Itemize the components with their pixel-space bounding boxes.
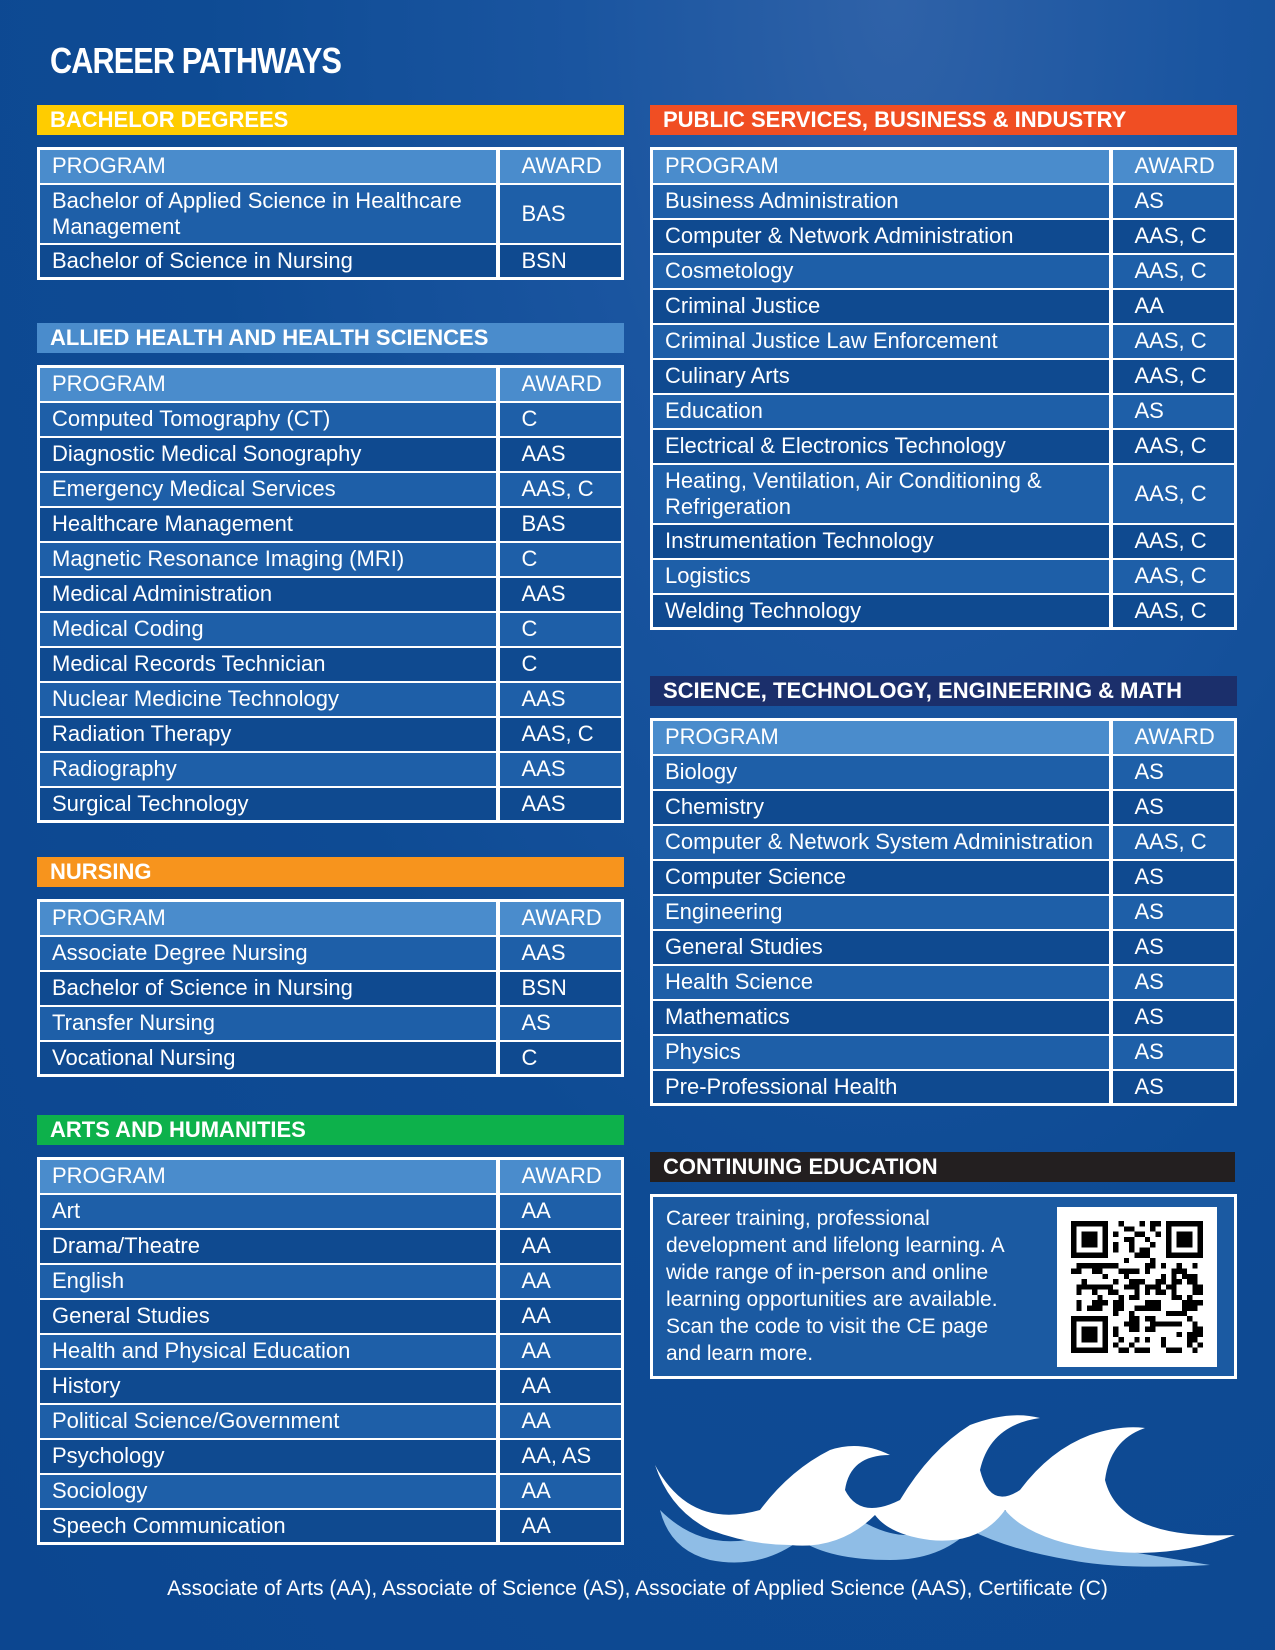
table-row: [39, 787, 623, 822]
award-code: BSN: [498, 244, 623, 279]
program-table: [37, 147, 624, 280]
award-code: AS: [1111, 860, 1236, 895]
program-name: Engineering: [652, 895, 1111, 930]
program-name: Transfer Nursing: [39, 1006, 498, 1041]
award-code: C: [498, 647, 623, 682]
award-code: AAS, C: [1111, 219, 1236, 254]
program-name: Pre-Professional Health: [652, 1070, 1111, 1105]
program-name: Radiation Therapy: [39, 717, 498, 752]
table-row: [652, 429, 1236, 464]
table-row: [39, 717, 623, 752]
award-code: AAS: [498, 682, 623, 717]
award-code: AAS, C: [498, 717, 623, 752]
award-code: AAS, C: [1111, 324, 1236, 359]
program-name: Radiography: [39, 752, 498, 787]
program-column-header: PROGRAM: [39, 1159, 498, 1194]
program-name: Vocational Nursing: [39, 1041, 498, 1076]
table-header: [652, 149, 1236, 184]
table-row: [39, 1006, 623, 1041]
award-column-header: AWARD: [498, 149, 623, 184]
program-name: Education: [652, 394, 1111, 429]
table-row: [39, 1264, 623, 1299]
award-code: AAS: [498, 936, 623, 971]
program-name: Medical Administration: [39, 577, 498, 612]
table-row: [652, 359, 1236, 394]
program-name: Bachelor of Applied Science in Healthcare Management: [39, 184, 498, 244]
table-row: [39, 1369, 623, 1404]
program-name: Art: [39, 1194, 498, 1229]
award-code: AS: [1111, 930, 1236, 965]
award-code: C: [498, 402, 623, 437]
program-name: Magnetic Resonance Imaging (MRI): [39, 542, 498, 577]
program-name: Bachelor of Science in Nursing: [39, 971, 498, 1006]
award-code: AS: [1111, 755, 1236, 790]
table-header: [39, 901, 623, 936]
table-row: [652, 324, 1236, 359]
program-name: Electrical & Electronics Technology: [652, 429, 1111, 464]
award-code: AS: [1111, 1070, 1236, 1105]
table-row: [39, 682, 623, 717]
award-code: AA: [498, 1229, 623, 1264]
program-name: Cosmetology: [652, 254, 1111, 289]
section-title: SCIENCE, TECHNOLOGY, ENGINEERING & MATH: [650, 676, 1237, 706]
table-row: [39, 612, 623, 647]
table-header: [39, 149, 623, 184]
table-row: [39, 402, 623, 437]
award-code: AAS: [498, 437, 623, 472]
table-row: [39, 971, 623, 1006]
table-row: [39, 244, 623, 279]
award-column-header: AWARD: [1111, 720, 1236, 755]
program-name: Biology: [652, 755, 1111, 790]
program-name: Health Science: [652, 965, 1111, 1000]
table-row: [39, 1474, 623, 1509]
table-row: [39, 1439, 623, 1474]
table-row: [652, 930, 1236, 965]
table-header: [652, 720, 1236, 755]
table-row: [652, 594, 1236, 629]
award-code: AA, AS: [498, 1439, 623, 1474]
table-row: [652, 394, 1236, 429]
table-row: [652, 1035, 1236, 1070]
table-row: [652, 219, 1236, 254]
table-row: [39, 507, 623, 542]
program-name: Mathematics: [652, 1000, 1111, 1035]
award-code: AA: [498, 1194, 623, 1229]
section-title: CONTINUING EDUCATION: [650, 1152, 1235, 1182]
award-code: AAS, C: [1111, 594, 1236, 629]
program-name: Instrumentation Technology: [652, 524, 1111, 559]
program-name: Medical Records Technician: [39, 647, 498, 682]
award-code: AS: [1111, 394, 1236, 429]
table-row: [652, 254, 1236, 289]
program-column-header: PROGRAM: [652, 149, 1111, 184]
table-row: [652, 464, 1236, 524]
award-code: AS: [1111, 965, 1236, 1000]
program-name: Bachelor of Science in Nursing: [39, 244, 498, 279]
program-name: Computer & Network System Administration: [652, 825, 1111, 860]
table-row: [39, 1194, 623, 1229]
program-table: [650, 147, 1237, 630]
table-row: [39, 184, 623, 244]
program-name: Culinary Arts: [652, 359, 1111, 394]
award-code: AA: [498, 1509, 623, 1544]
table-row: [652, 895, 1236, 930]
program-table: [37, 899, 624, 1077]
program-name: Surgical Technology: [39, 787, 498, 822]
table-row: [652, 860, 1236, 895]
award-code: C: [498, 542, 623, 577]
section-title: ALLIED HEALTH AND HEALTH SCIENCES: [37, 323, 624, 353]
program-name: Chemistry: [652, 790, 1111, 825]
qr-code[interactable]: [1057, 1207, 1217, 1367]
program-name: Emergency Medical Services: [39, 472, 498, 507]
award-code: AAS, C: [1111, 559, 1236, 594]
award-code: AA: [498, 1369, 623, 1404]
program-table: [650, 718, 1237, 1106]
award-column-header: AWARD: [498, 901, 623, 936]
award-code: AS: [1111, 790, 1236, 825]
award-code: AS: [1111, 184, 1236, 219]
award-code: AS: [498, 1006, 623, 1041]
program-name: Computed Tomography (CT): [39, 402, 498, 437]
table-row: [39, 437, 623, 472]
program-table: [37, 1157, 624, 1545]
program-name: Business Administration: [652, 184, 1111, 219]
award-column-header: AWARD: [498, 1159, 623, 1194]
program-name: Diagnostic Medical Sonography: [39, 437, 498, 472]
table-row: [39, 1404, 623, 1439]
table-row: [652, 559, 1236, 594]
program-name: Welding Technology: [652, 594, 1111, 629]
program-name: Healthcare Management: [39, 507, 498, 542]
table-header: [39, 367, 623, 402]
table-row: [39, 1229, 623, 1264]
section-title: PUBLIC SERVICES, BUSINESS & INDUSTRY: [650, 105, 1237, 135]
award-code: C: [498, 612, 623, 647]
award-code: C: [498, 1041, 623, 1076]
table-row: [39, 1041, 623, 1076]
program-name: Health and Physical Education: [39, 1334, 498, 1369]
program-name: Heating, Ventilation, Air Conditioning & Refrigeration: [652, 464, 1111, 524]
award-code: AS: [1111, 895, 1236, 930]
table-row: [39, 1334, 623, 1369]
program-column-header: PROGRAM: [39, 367, 498, 402]
award-code: AAS, C: [1111, 359, 1236, 394]
award-code: AS: [1111, 1035, 1236, 1070]
table-row: [652, 965, 1236, 1000]
award-code: AAS: [498, 577, 623, 612]
award-code: AAS, C: [1111, 464, 1236, 524]
program-name: Logistics: [652, 559, 1111, 594]
award-code: AAS, C: [1111, 254, 1236, 289]
table-row: [652, 755, 1236, 790]
program-name: English: [39, 1264, 498, 1299]
program-name: Associate Degree Nursing: [39, 936, 498, 971]
award-code: AAS, C: [1111, 524, 1236, 559]
table-header: [39, 1159, 623, 1194]
award-column-header: AWARD: [1111, 149, 1236, 184]
section-title: NURSING: [37, 857, 624, 887]
program-name: Physics: [652, 1035, 1111, 1070]
program-name: General Studies: [39, 1299, 498, 1334]
program-name: Psychology: [39, 1439, 498, 1474]
award-code: AA: [498, 1264, 623, 1299]
table-row: [39, 577, 623, 612]
program-name: Computer & Network Administration: [652, 219, 1111, 254]
award-code: AS: [1111, 1000, 1236, 1035]
award-code: AAS: [498, 752, 623, 787]
ce-box: [650, 1194, 1237, 1379]
award-code: AA: [1111, 289, 1236, 324]
award-code: AA: [498, 1474, 623, 1509]
program-name: Political Science/Government: [39, 1404, 498, 1439]
wave-logo-icon: [650, 1410, 1250, 1570]
table-row: [652, 825, 1236, 860]
section-title: ARTS AND HUMANITIES: [37, 1115, 624, 1145]
table-row: [652, 790, 1236, 825]
program-name: Computer Science: [652, 860, 1111, 895]
award-code: AAS, C: [498, 472, 623, 507]
table-row: [652, 524, 1236, 559]
section-title: BACHELOR DEGREES: [37, 105, 624, 135]
ce-description: Career training, professional development and lifelong learning. A wide range of in-person and online learning opportunities are available. Scan the code to visit the CE page and learn more.: [666, 1207, 1004, 1365]
award-code: AAS, C: [1111, 825, 1236, 860]
program-name: Speech Communication: [39, 1509, 498, 1544]
program-name: History: [39, 1369, 498, 1404]
section-nursing: [37, 857, 624, 1077]
section-allied-health: [37, 323, 624, 823]
table-row: [652, 289, 1236, 324]
section-arts: [37, 1115, 624, 1545]
program-name: Sociology: [39, 1474, 498, 1509]
table-row: [39, 542, 623, 577]
table-row: [652, 184, 1236, 219]
program-name: Nuclear Medicine Technology: [39, 682, 498, 717]
award-legend: Associate of Arts (AA), Associate of Science (AS), Associate of Applied Science (AAS), Certificate (C): [167, 1577, 1108, 1600]
table-row: [39, 1509, 623, 1544]
program-name: Criminal Justice Law Enforcement: [652, 324, 1111, 359]
award-code: AA: [498, 1299, 623, 1334]
award-code: AAS, C: [1111, 429, 1236, 464]
section-continuing-education: [650, 1152, 1235, 1379]
program-column-header: PROGRAM: [39, 901, 498, 936]
award-code: BAS: [498, 507, 623, 542]
program-column-header: PROGRAM: [39, 149, 498, 184]
section-public-services: [650, 105, 1237, 630]
table-row: [652, 1070, 1236, 1105]
program-name: General Studies: [652, 930, 1111, 965]
table-row: [39, 472, 623, 507]
section-stem: [650, 676, 1237, 1106]
program-name: Drama/Theatre: [39, 1229, 498, 1264]
table-row: [39, 936, 623, 971]
table-row: [652, 1000, 1236, 1035]
program-name: Medical Coding: [39, 612, 498, 647]
award-code: BAS: [498, 184, 623, 244]
program-name: Criminal Justice: [652, 289, 1111, 324]
award-column-header: AWARD: [498, 367, 623, 402]
table-row: [39, 752, 623, 787]
table-row: [39, 647, 623, 682]
award-code: AAS: [498, 787, 623, 822]
section-bachelor: [37, 105, 624, 280]
award-code: AA: [498, 1334, 623, 1369]
program-column-header: PROGRAM: [652, 720, 1111, 755]
program-table: [37, 365, 624, 823]
award-code: BSN: [498, 971, 623, 1006]
award-code: AA: [498, 1404, 623, 1439]
table-row: [39, 1299, 623, 1334]
page-title: CAREER PATHWAYS: [50, 40, 342, 81]
